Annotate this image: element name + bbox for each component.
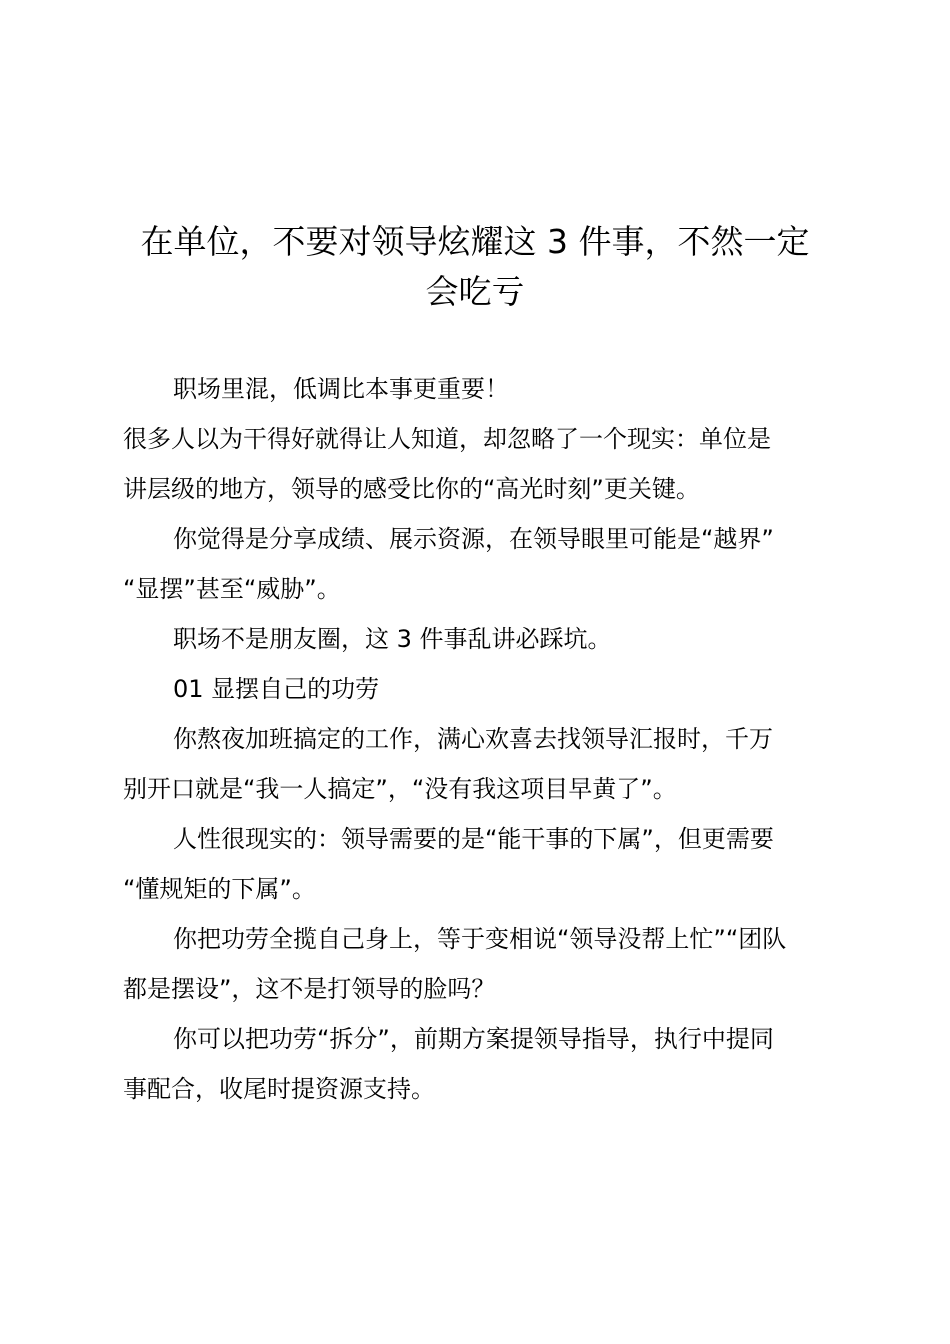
body-text-line: 01 显摆自己的功劳 [173,675,380,703]
document-body [123,364,823,1114]
body-text-line: 你熬夜加班搞定的工作，满心欢喜去找领导汇报时，千万 [173,725,773,753]
body-text-line: 都是摆设”，这不是打领导的脸吗？ [123,975,496,1003]
body-text-line: 职场不是朋友圈，这 3 件事乱讲必踩坑。 [173,625,612,653]
document-title-line-1: 在单位，不要对领导炫耀这 3 件事，不然一定 [140,222,810,261]
body-text-line: 人性很现实的：领导需要的是“能干事的下属”，但更需要 [173,825,774,853]
body-text-line: 你可以把功劳“拆分”，前期方案提领导指导，执行中提同 [173,1025,774,1053]
body-text-line: 事配合，收尾时提资源支持。 [123,1075,435,1103]
body-text-line: “显摆”甚至“威胁”。 [123,575,341,603]
body-text-line: 别开口就是“我一人搞定”，“没有我这项目早黄了”。 [123,775,677,803]
body-text-line: 你把功劳全揽自己身上，等于变相说“领导没帮上忙”“团队 [173,925,787,953]
body-text-line: 很多人以为干得好就得让人知道，却忽略了一个现实：单位是 [123,425,771,453]
document-title-line-2: 会吃亏 [425,272,525,311]
body-text-line: 讲层级的地方，领导的感受比你的“高光时刻”更关键。 [123,475,700,503]
body-text-line: 职场里混，低调比本事更重要！ [173,375,509,403]
body-text-line: “懂规矩的下属”。 [123,875,316,903]
body-text-line: 你觉得是分享成绩、展示资源，在领导眼里可能是“越界” [173,525,774,553]
